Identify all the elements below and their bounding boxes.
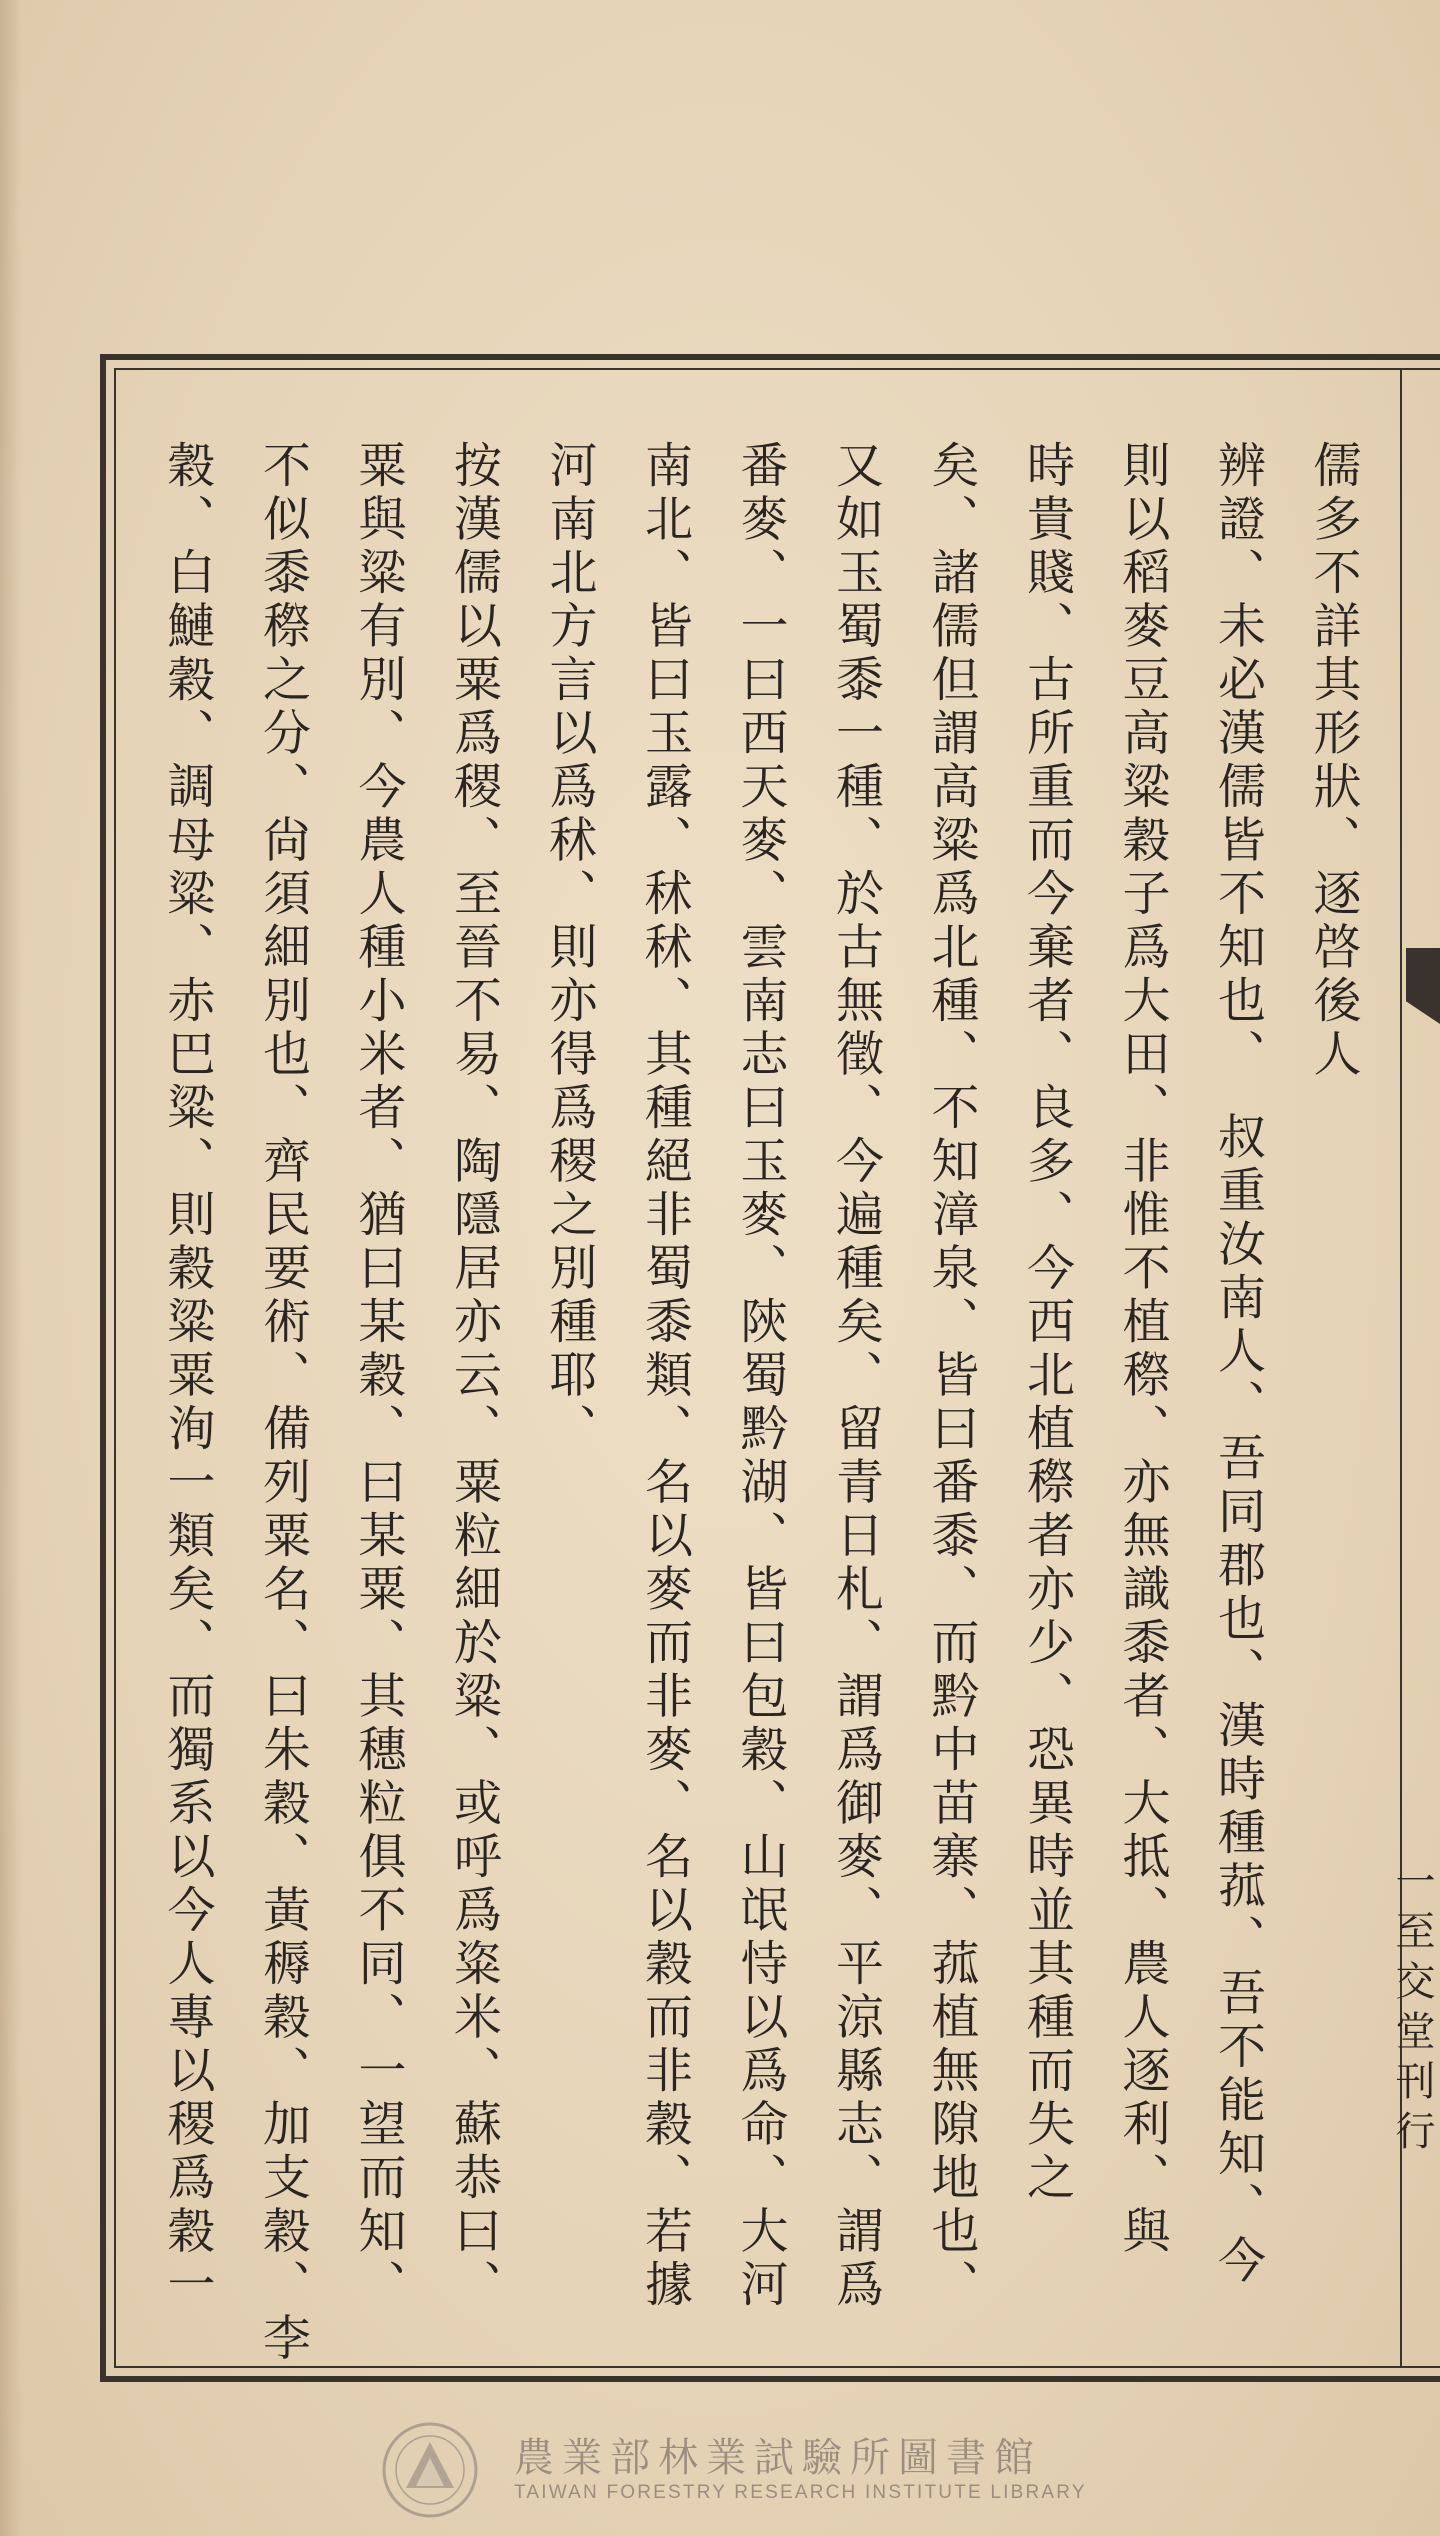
text-column-11: 粟與粱有別、今農人種小米者、猶曰某穀、曰某粟、其穗粒俱不同、一望而知、 (350, 440, 406, 2313)
spine-shadow (0, 0, 22, 2536)
watermark-english: TAIWAN FORESTRY RESEARCH INSTITUTE LIBRARY (514, 2482, 1087, 2503)
column-gap (1210, 1058, 1266, 1112)
watermark-chinese: 農業部林業試驗所圖書館 (514, 2435, 1042, 2481)
text-column-10: 按漢儒以粟爲稷、至晉不易、陶隱居亦云、粟粒細於粱、或呼爲粢米、蘇恭曰、 (445, 440, 502, 2313)
text-column-2-continuation: 叔重汝南人、吾同郡也、漢時種菰、吾不能知、今 (1209, 1111, 1266, 2289)
text-column-9: 河南北方言以爲秫、則亦得爲稷之別種耶、 (541, 440, 597, 1457)
text-column-2: 辨證、未必漢儒皆不知也、 叔重汝南人、吾同郡也、漢時種菰、吾不能知、今 (1209, 440, 1266, 2289)
main-text (159, 440, 1361, 2366)
text-column-12: 不似黍穄之分、尙須細別也、齊民要術、備列粟名、曰朱穀、黃䅶穀、加支穀、李 (254, 440, 311, 2366)
library-watermark (380, 2420, 1087, 2520)
text-column-3: 則以稻麥豆高粱穀子爲大田、非惟不植穄、亦無識黍者、大抵、農人逐利、與 (1114, 440, 1170, 2259)
text-column-4: 時貴賤、古所重而今棄者、良多、今西北植穄者亦少、恐異時並其種而失之 (1018, 440, 1075, 2206)
text-column-13: 穀、白鰱穀、調母粱、赤巴粱、則穀粱粟洵一類矣、而獨系以今人專以稷爲穀一 (159, 440, 215, 2313)
text-column-7: 番麥、一曰西天麥、雲南志曰玉麥、陝蜀黔湖、皆曰包穀、山氓恃以爲命、大河 (732, 440, 788, 2313)
institute-seal-icon (380, 2420, 480, 2520)
banxin-publisher: 一至交堂刊行 (1389, 1860, 1435, 2160)
text-column-6: 又如玉蜀黍一種、於古無徵、今遍種矣、留青日札、謂爲御麥、平涼縣志、謂爲 (827, 440, 884, 2313)
text-column-5: 矣、諸儒但謂高粱爲北種、不知漳泉、皆曰番黍、而黔中苗寨、菰植無隙地也、 (923, 440, 979, 2313)
text-column-8: 南北、皆曰玉露、秫秫、其種絕非蜀黍類、名以麥而非麥、名以穀而非穀、若據 (636, 440, 693, 2313)
text-column-1: 儒多不詳其形狀、逐啓後人 (1305, 440, 1361, 1082)
